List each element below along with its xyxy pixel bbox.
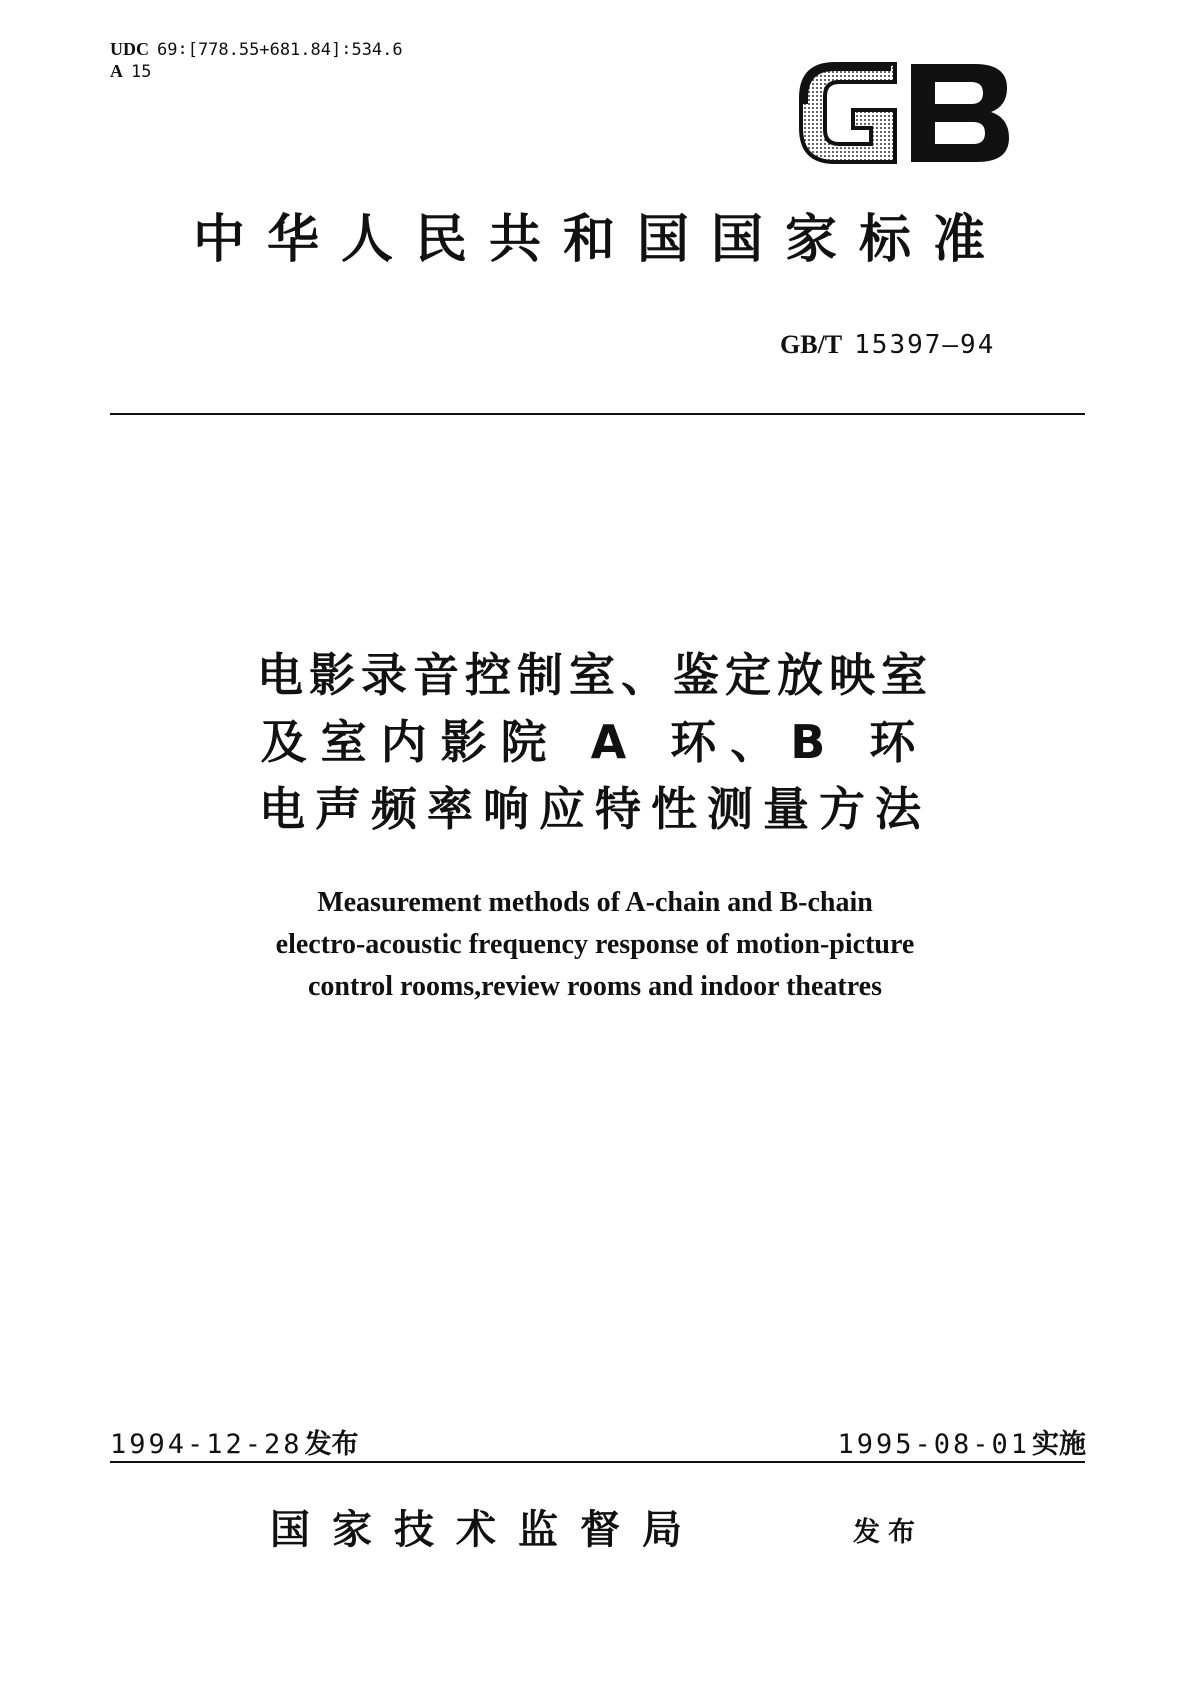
standard-prefix: GB/T — [780, 330, 843, 359]
chinese-title-line-1: 电影录音控制室、鉴定放映室 — [257, 648, 933, 702]
bottom-divider — [110, 1461, 1085, 1463]
gb-logo-graphic — [795, 58, 1015, 168]
issue-date-label: 发布 — [304, 1429, 359, 1460]
udc-key: UDC — [110, 39, 149, 59]
english-title-line-1: Measurement methods of A-chain and B-chain — [317, 887, 873, 918]
chinese-title-line-3: 电声频率响应特性测量方法 — [259, 782, 931, 836]
issuing-authority: 国家技术监督局 — [270, 1506, 704, 1553]
gb-logo — [795, 58, 1015, 168]
ccs-key: A — [110, 61, 123, 81]
issuing-action: 发布 — [853, 1517, 923, 1548]
effective-date — [837, 1422, 1086, 1461]
udc-value: 69∶[778.55+681.84]∶534.6 — [157, 40, 403, 60]
issue-date-value: 1994-12-28 — [110, 1429, 303, 1460]
chinese-title-line-2: 及室内影院 A 环、B 环 — [260, 715, 930, 769]
ccs-value: 15 — [131, 62, 152, 82]
issue-date — [110, 1422, 359, 1461]
national-standard-heading: 中华人民共和国国家标准 — [192, 209, 1007, 270]
standard-number — [780, 330, 995, 360]
ccs-classification — [110, 60, 151, 83]
udc-classification — [110, 38, 403, 61]
english-title-line-3: control rooms,review rooms and indoor theatres — [308, 971, 882, 1002]
standard-code: 15397—94 — [854, 330, 996, 360]
effective-date-value: 1995-08-01 — [837, 1429, 1030, 1460]
top-divider — [110, 413, 1085, 415]
effective-date-label: 实施 — [1032, 1429, 1086, 1460]
english-title-line-2: electro-acoustic frequency response of motion-picture — [275, 929, 915, 960]
